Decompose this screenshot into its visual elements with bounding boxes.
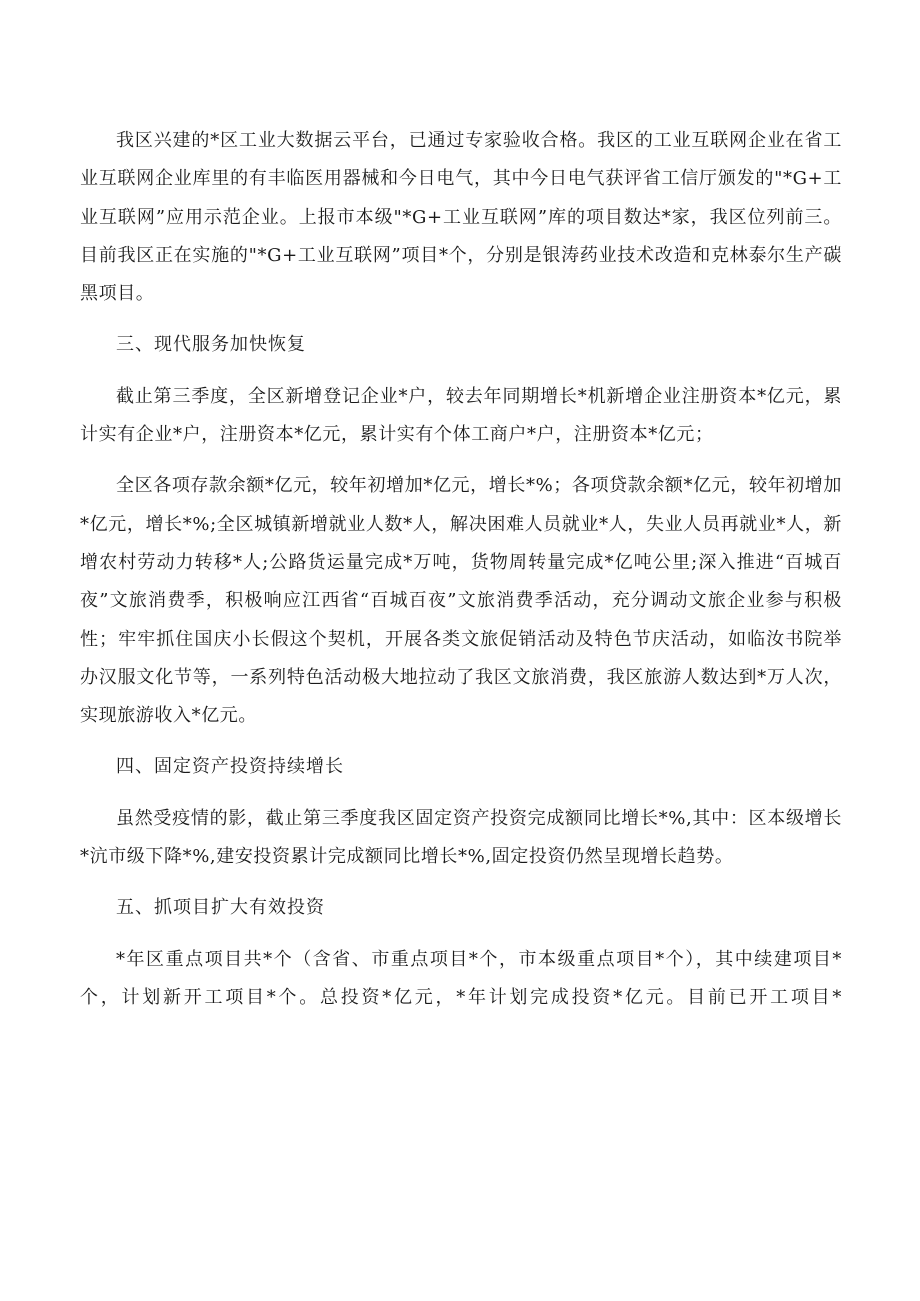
section-heading-modern-services: 三、现代服务加快恢复 <box>116 334 306 356</box>
document-page <box>80 122 842 1030</box>
section-heading-fixed-asset-investment: 四、固定资产投资持续增长 <box>116 756 344 778</box>
paragraph-deposits-employment-tourism: 全区各项存款余额*亿元，较年初增加*亿元，增长*%；各项贷款余额*亿元，较年初增加*亿元，增长*%;全区城镇新增就业人数*人，解决困难人员就业*人，失业人员再就业*人，新增农村劳动力转移*人;公路货运量完成*万吨，货物周转量完成*亿吨公里;深入推进“百城百夜”文旅消费季，积极响应江西省“百城百夜”文旅消费季活动，充分调动文旅企业参与积极性；牢牢抓住国庆小长假这个契机，开展各类文旅促销活动及特色节庆活动，如临汝书院举办汉服文化节等，一系列特色活动极大地拉动了我区文旅消费，我区旅游人数达到*万人次，实现旅游收入*亿元。 <box>80 475 842 727</box>
paragraph-fixed-asset-growth: 虽然受疫情的影，截止第三季度我区固定资产投资完成额同比增长*%,其中：区本级增长*沆市级下降*%,建安投资累计完成额同比增长*%,固定投资仍然呈现增长趋势。 <box>80 807 842 868</box>
section-heading-effective-investment: 五、抓项目扩大有效投资 <box>116 897 325 919</box>
paragraph-cloud-platform: 我区兴建的*区工业大数据云平台，已通过专家验收合格。我区的工业互联网企业在省工业互联网企业库里的有丰临医用器械和今日电气，其中今日电气获评省工信厅颁发的"*G+工业互联网”应用示范企业。上报市本级"*G+工业互联网”库的项目数达*家，我区位列前三。目前我区正在实施的"*G+工业互联网”项目*个，分别是银涛药业技术改造和克林泰尔生产碳黑项目。 <box>80 130 842 305</box>
paragraph-key-projects: *年区重点项目共*个（含省、市重点项目*个，市本级重点项目*个），其中续建项目*个，计划新开工项目*个。总投资*亿元，*年计划完成投资*亿元。目前已开工项目* <box>80 948 842 1008</box>
paragraph-new-enterprises: 截止第三季度，全区新增登记企业*户，较去年同期增长*机新增企业注册资本*亿元，累计实有企业*户，注册资本*亿元，累计实有个体工商户*户，注册资本*亿元； <box>80 385 842 446</box>
